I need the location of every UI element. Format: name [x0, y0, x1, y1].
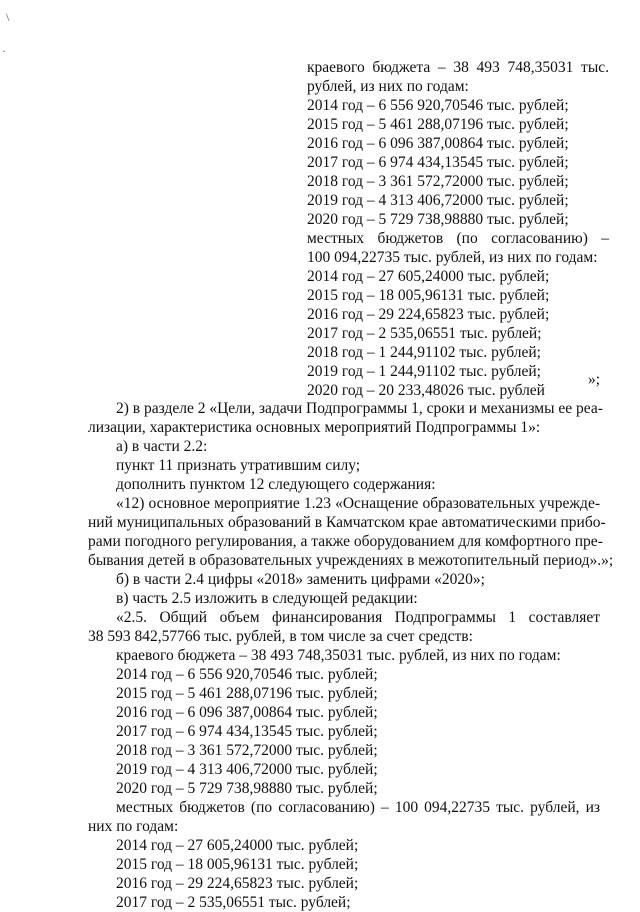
paragraph-line: 2) в разделе 2 «Цели, задачи Подпрограммы 1, сроки и механизмы ее реа-: [116, 400, 603, 417]
text-line: 2020 год – 20 233,48026 тыс. рублей: [307, 382, 545, 399]
text-line: рублей, из них по годам:: [307, 78, 469, 95]
text-line: 2019 год – 1 244,91102 тыс. рублей;: [307, 363, 541, 380]
paragraph-line: 2019 год – 4 313 406,72000 тыс. рублей;: [116, 761, 378, 778]
paragraph-line: 2015 год – 5 461 288,07196 тыс. рублей;: [116, 685, 378, 702]
text-line: 2017 год – 6 974 434,13545 тыс. рублей;: [307, 154, 569, 171]
text-line: 100 094,22735 тыс. рублей, из них по годам:: [307, 249, 598, 266]
text-line: 2019 год – 4 313 406,72000 тыс. рублей;: [307, 192, 569, 209]
paragraph-line: 2015 год – 18 005,96131 тыс. рублей;: [116, 856, 359, 873]
scan-mark-top: \: [6, 10, 10, 24]
paragraph-line: «12) основное мероприятие 1.23 «Оснащение образовательных учрежде-: [116, 495, 600, 512]
paragraph-line: ний муниципальных образований в Камчатском крае автоматическими прибо-: [88, 514, 606, 531]
scan-mark-side: ·: [2, 44, 6, 58]
paragraph-line: 2017 год – 2 535,06551 тыс. рублей;: [116, 894, 351, 911]
paragraph-line: 2016 год – 6 096 387,00864 тыс. рублей;: [116, 704, 378, 721]
text-line: 2015 год – 18 005,96131 тыс. рублей;: [307, 287, 550, 304]
text-line: 2016 год – 29 224,65823 тыс. рублей;: [307, 306, 550, 323]
paragraph-line: «2.5. Общий объем финансирования Подпрограммы 1 составляет: [116, 609, 600, 626]
paragraph-line: пункт 11 признать утратившим силу;: [116, 457, 361, 474]
paragraph-line: бывания детей в образовательных учреждениях в межотопительный период».»;: [88, 552, 614, 569]
right-column-budget-list: [307, 58, 609, 400]
text-line: 2014 год – 6 556 920,70546 тыс. рублей;: [307, 97, 569, 114]
paragraph-line: 2016 год – 29 224,65823 тыс. рублей;: [116, 875, 359, 892]
text-line: местных бюджетов (по согласованию) –: [307, 230, 609, 247]
paragraph-line: краевого бюджета – 38 493 748,35031 тыс. рублей, из них по годам:: [116, 647, 561, 664]
paragraph-line: них по годам:: [88, 818, 179, 835]
paragraph-line: 2014 год – 6 556 920,70546 тыс. рублей;: [116, 666, 378, 683]
closing-quote: »;: [587, 371, 600, 388]
text-line: 2017 год – 2 535,06551 тыс. рублей;: [307, 325, 542, 342]
paragraph-line: дополнить пунктом 12 следующего содержания:: [116, 476, 436, 493]
text-line: краевого бюджета – 38 493 748,35031 тыс.: [307, 59, 609, 76]
paragraph-line: местных бюджетов (по согласованию) – 100 094,22735 тыс. рублей, из: [116, 799, 600, 816]
text-line: 2018 год – 3 361 572,72000 тыс. рублей;: [307, 173, 569, 190]
paragraph-line: 2014 год – 27 605,24000 тыс. рублей;: [116, 837, 359, 854]
text-line: 2014 год – 27 605,24000 тыс. рублей;: [307, 268, 550, 285]
paragraph-line: а) в части 2.2:: [116, 438, 208, 455]
paragraph-line: 2017 год – 6 974 434,13545 тыс. рублей;: [116, 723, 378, 740]
text-line: 2020 год – 5 729 738,98880 тыс. рублей;: [307, 211, 569, 228]
paragraph-line: лизации, характеристика основных мероприятий Подпрограммы 1»:: [88, 419, 541, 436]
paragraph-line: рами погодного регулирования, а также оборудованием для комфортного пре-: [88, 533, 603, 550]
text-line: 2018 год – 1 244,91102 тыс. рублей;: [307, 344, 541, 361]
paragraph-line: 2018 год – 3 361 572,72000 тыс. рублей;: [116, 742, 378, 759]
text-line: 2015 год – 5 461 288,07196 тыс. рублей;: [307, 116, 569, 133]
amendment-body: [88, 399, 614, 912]
paragraph-line: 38 593 842,57766 тыс. рублей, в том числе за счет средств:: [88, 628, 473, 645]
paragraph-line: 2020 год – 5 729 738,98880 тыс. рублей;: [116, 780, 378, 797]
paragraph-line: б) в части 2.4 цифры «2018» заменить цифрами «2020»;: [116, 571, 485, 588]
paragraph-line: в) часть 2.5 изложить в следующей редакции:: [116, 590, 418, 607]
text-line: 2016 год – 6 096 387,00864 тыс. рублей;: [307, 135, 569, 152]
